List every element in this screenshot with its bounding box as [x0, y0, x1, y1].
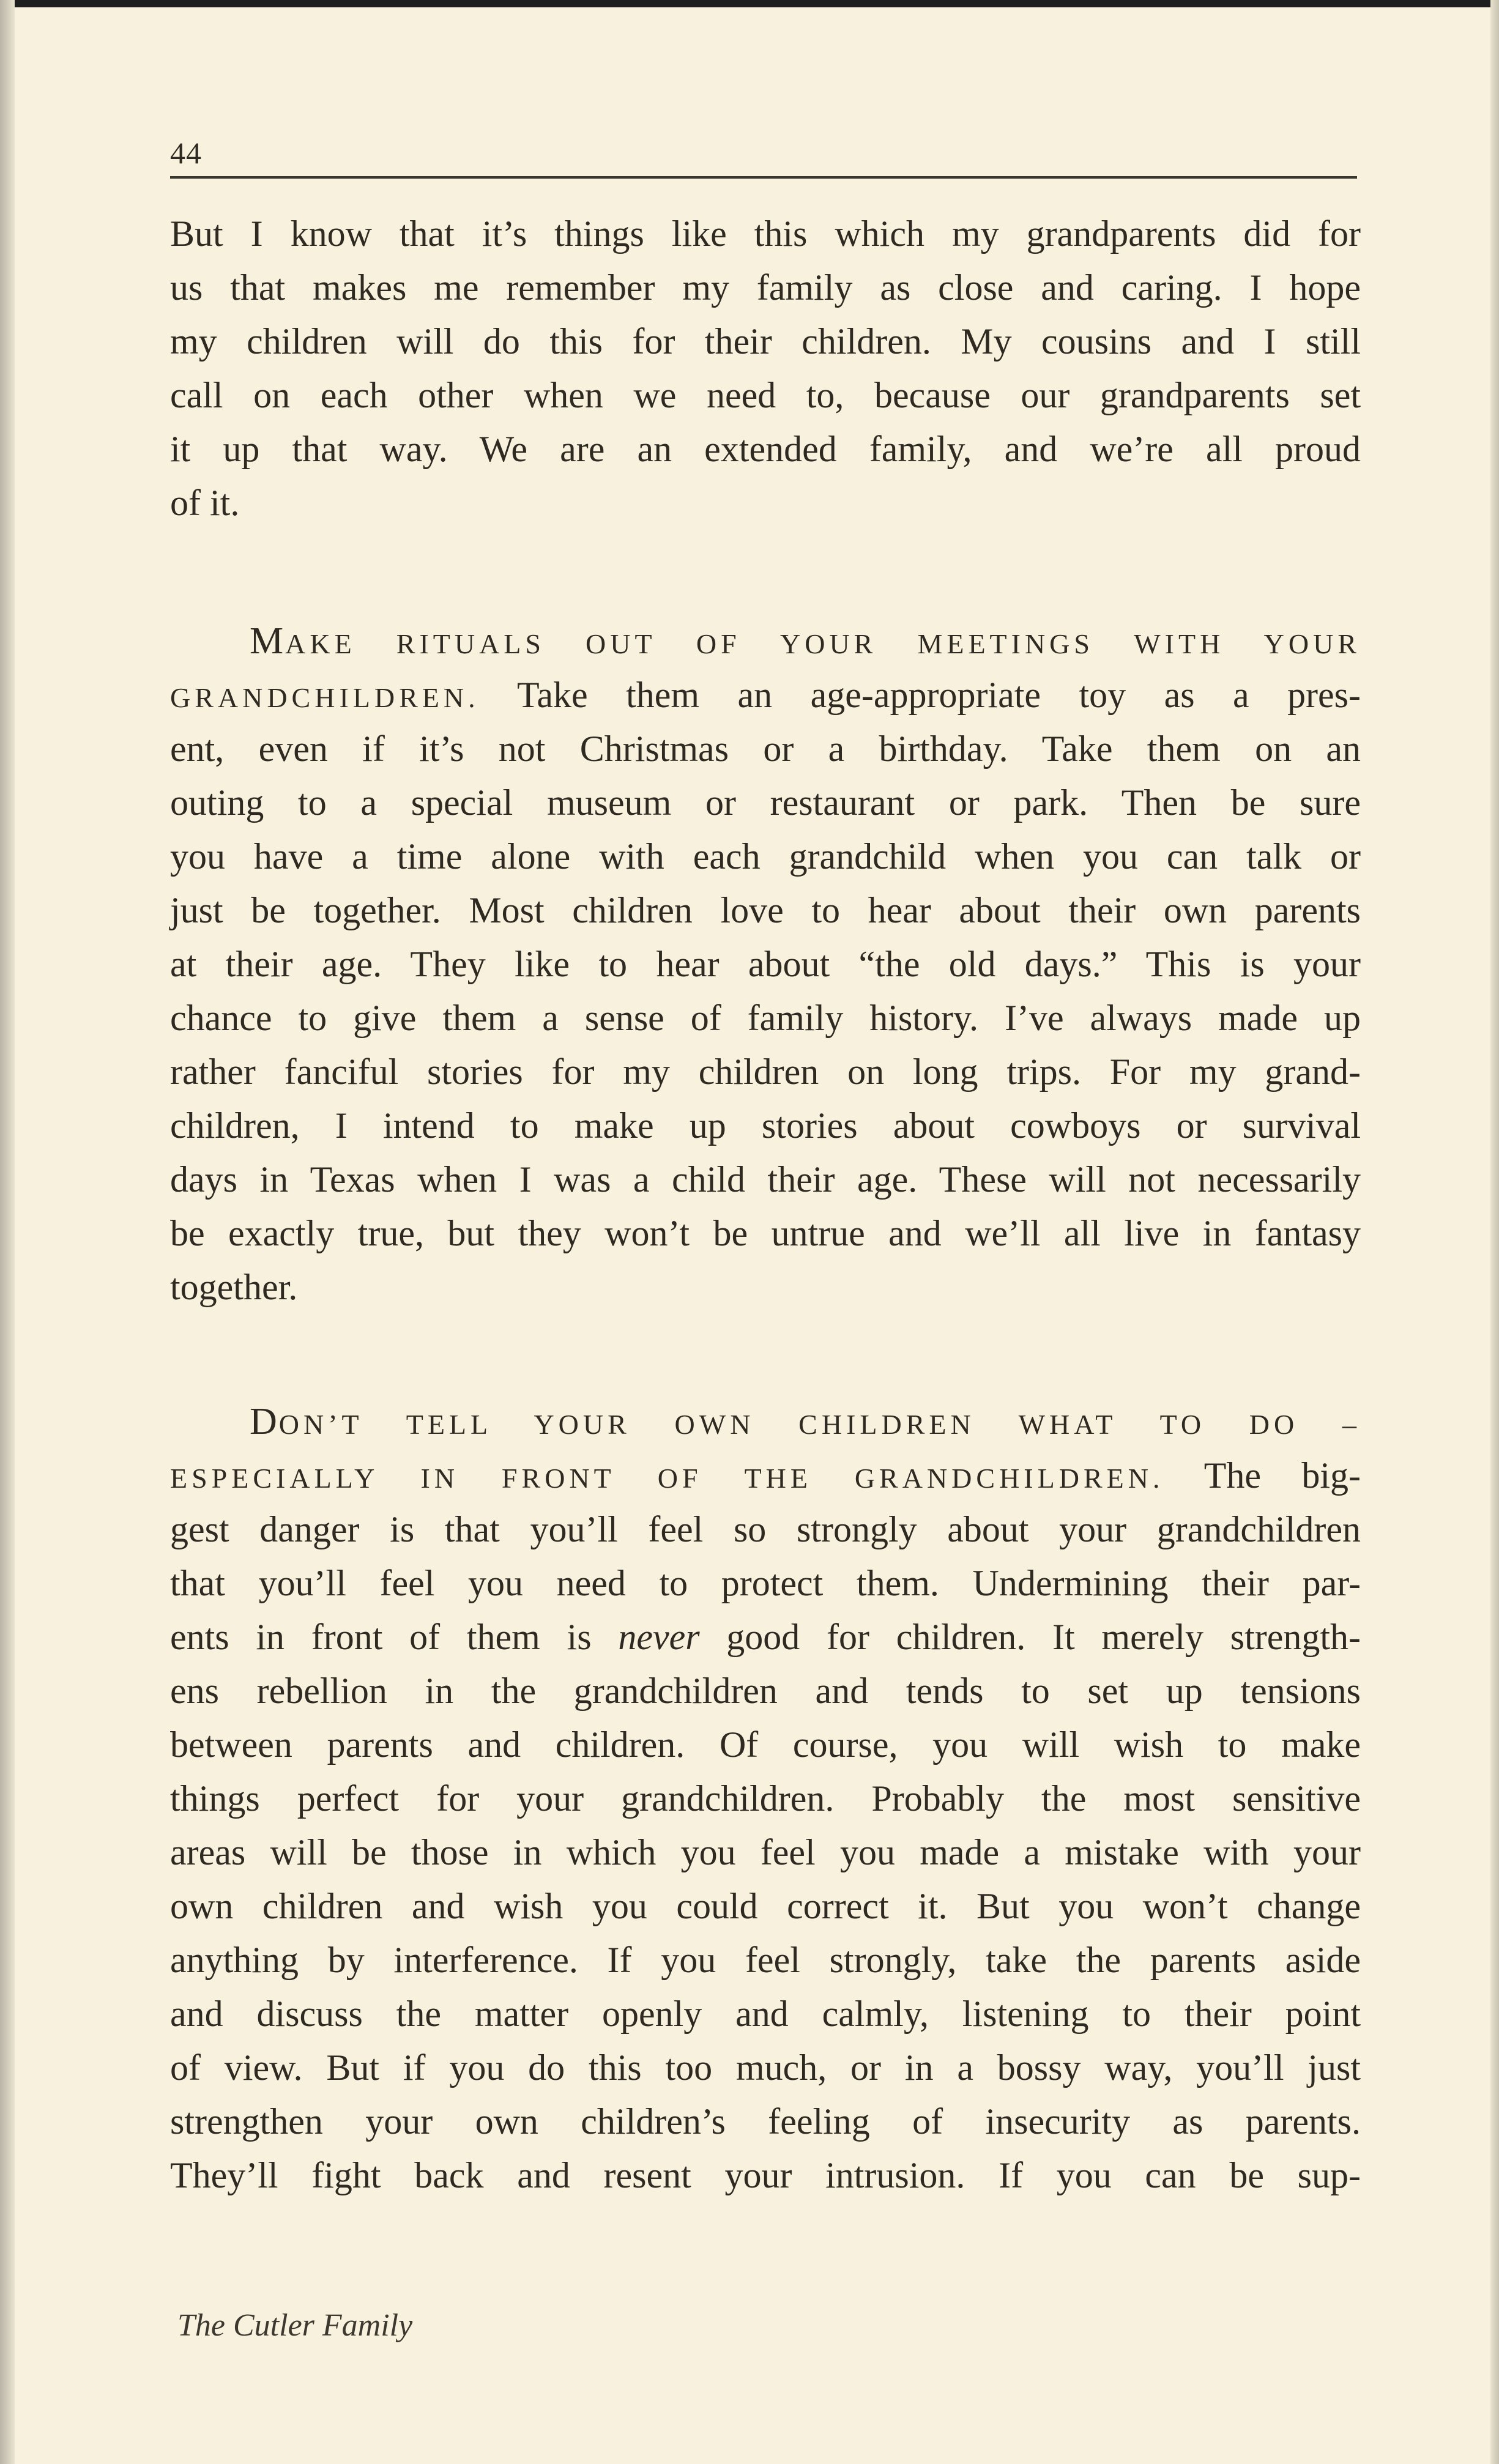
text-line: my children will do this for their children. My cousins and I still: [170, 321, 1361, 362]
text-line: of view. But if you do this too much, or in a bossy way, you’ll just: [170, 2047, 1361, 2088]
page-number: 44: [170, 136, 202, 170]
text-line: [170, 1449, 1361, 1502]
text-line: ens rebellion in the grandchildren and tends to set up tensions: [170, 1671, 1361, 1711]
text-run: ents in front of them is: [170, 1617, 619, 1657]
text-line: strengthen your own children’s feeling of insecurity as parents.: [170, 2101, 1361, 2142]
running-footer: The Cutler Family: [177, 2308, 413, 2343]
text-line: areas will be those in which you feel you made a mistake with your: [170, 1832, 1361, 1872]
text-line: anything by interference. If you feel strongly, take the parents aside: [170, 1940, 1361, 1980]
text-line: call on each other when we need to, because our grandparents set: [170, 375, 1361, 415]
text-line: at their age. They like to hear about “the old days.” This is your: [170, 944, 1361, 984]
section-heading: ON’T TELL YOUR OWN CHILDREN WHAT TO DO –: [278, 1409, 1361, 1440]
text-line: own children and wish you could correct it. But you won’t change: [170, 1886, 1361, 1926]
text-line: us that makes me remember my family as close and caring. I hope: [170, 267, 1361, 308]
text-line: together.: [170, 1267, 298, 1307]
text-line: chance to give them a sense of family history. I’ve always made up: [170, 998, 1361, 1038]
text-line: rather fanciful stories for my children on long trips. For my grand-: [170, 1052, 1361, 1092]
text-line: you have a time alone with each grandchild when you can talk or: [170, 836, 1361, 877]
text-line: ent, even if it’s not Christmas or a birthday. Take them on an: [170, 729, 1361, 769]
text-line: [170, 668, 1361, 722]
text-line: that you’ll feel you need to protect them. Undermining their par-: [170, 1563, 1361, 1603]
text-line: of it.: [170, 483, 240, 523]
text-line: days in Texas when I was a child their age. These will not necessarily: [170, 1159, 1361, 1200]
text-line: things perfect for your grandchildren. Probably the most sensitive: [170, 1778, 1361, 1819]
heading-initial: M: [250, 620, 286, 662]
paragraph-2: [170, 614, 1361, 1314]
running-head: [170, 136, 1357, 179]
text-run: The big-: [1164, 1455, 1361, 1496]
text-line: outing to a special museum or restaurant or park. Then be sure: [170, 782, 1361, 823]
text-line: and discuss the matter openly and calmly, listening to their point: [170, 1994, 1361, 2034]
emphasis: never: [618, 1617, 700, 1657]
page-right-edge: [1490, 0, 1499, 2464]
section-heading-line: [170, 1395, 1361, 1449]
text-run: good for children. It merely strength-: [699, 1617, 1361, 1657]
text-line: it up that way. We are an extended family, and we’re all proud: [170, 429, 1361, 469]
page-left-edge: [0, 0, 15, 2464]
text-line: gest danger is that you’ll feel so strongly about your grandchildren: [170, 1509, 1361, 1549]
text-run: Take them an age-appropriate toy as a pres-: [479, 675, 1361, 715]
text-line: be exactly true, but they won’t be untrue and we’ll all live in fantasy: [170, 1213, 1361, 1253]
text-line: But I know that it’s things like this which my grandparents did for: [170, 213, 1361, 254]
text-line: just be together. Most children love to hear about their own parents: [170, 890, 1361, 930]
text-line: children, I intend to make up stories about cowboys or survival: [170, 1105, 1361, 1146]
paragraph-1: [170, 207, 1361, 530]
paragraph-3: [170, 1395, 1361, 2202]
text-line: between parents and children. Of course, you will wish to make: [170, 1724, 1361, 1765]
section-heading-cont: GRANDCHILDREN.: [170, 682, 480, 713]
section-heading-line: [170, 614, 1361, 668]
heading-initial: D: [250, 1401, 279, 1442]
text-line: [170, 1610, 1361, 1664]
section-heading-cont: ESPECIALLY IN FRONT OF THE GRANDCHILDREN.: [170, 1463, 1164, 1494]
page-top-edge: [0, 0, 1499, 7]
text-line: They’ll fight back and resent your intrusion. If you can be sup-: [170, 2155, 1361, 2195]
section-heading: AKE RITUALS OUT OF YOUR MEETINGS WITH YOUR: [285, 628, 1361, 659]
